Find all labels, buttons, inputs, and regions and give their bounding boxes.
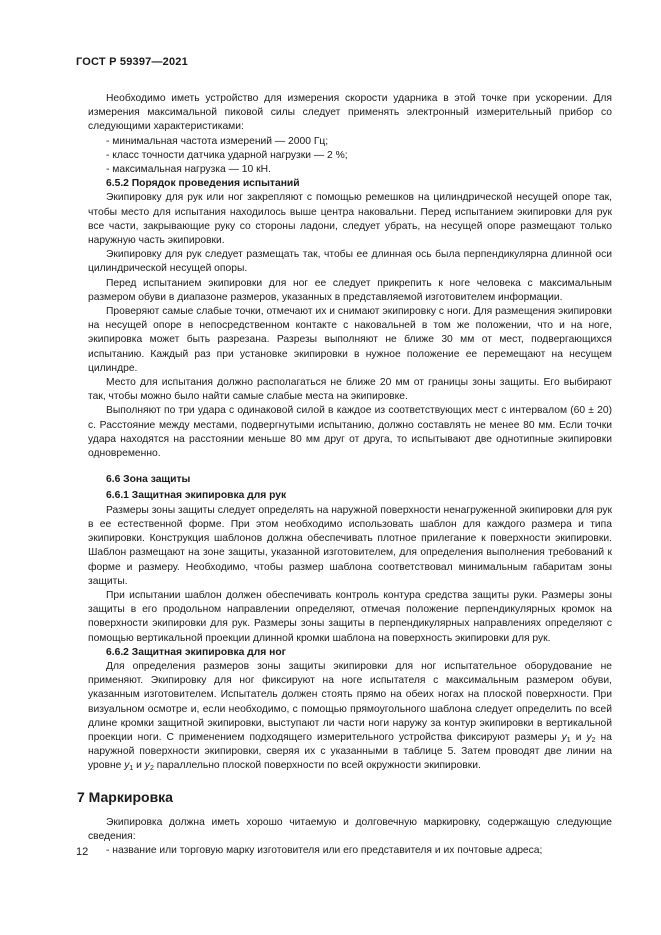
paragraph-with-formula bbox=[88, 660, 612, 774]
page-number: 12 bbox=[76, 846, 89, 858]
paragraph: Необходимо иметь устройство для измерения скорости ударника в этой точке при ускорении. Для измерения максимальной пиковой силы следует применять электронный измерительный прибор со следующими характеристиками: bbox=[88, 93, 612, 133]
paragraph: Место для испытания должно располагаться не ближе 20 мм от границы зоны защиты. Его выбирают так, чтобы можно было найти самые слабые места на экипировке. bbox=[88, 377, 612, 403]
standard-header: ГОСТ Р 59397—2021 bbox=[76, 56, 188, 68]
paragraph: Перед испытанием экипировки для ног ее следует прикрепить к ноге человека с максимальным размером обуви в диапазоне размеров, указанных в представляемой изготовителем информации. bbox=[88, 277, 612, 303]
section-heading-6-6: 6.6 Зона защиты bbox=[106, 474, 191, 486]
text-run: и bbox=[570, 731, 587, 743]
subscript: 2 bbox=[591, 736, 596, 744]
text-run: Для определения размеров зоны защиты экипировки для ног испытательное оборудование не применяют. Экипировку для ног фиксируют на ноге испытателя с максимальным размером обуви, указанным изготовителем. Испытатель должен стоять прямо на обеих ногах на плоской поверхности. При визуальном осмотре и, если необходимо, с помощью прямоугольного шаблона следует определить по всей длине кромки защитной экипировки, выступают ли части ноги наружу за контур экипировки в вертикальной проекции ноги. С применением подходящего измерительного устройства фиксируют размеры bbox=[88, 660, 612, 743]
paragraph: Выполняют по три удара с одинаковой силой в каждое из соответствующих мест с интервалом (60 ± 20) с. Расстояние между местами, подвергнутыми испытанию, должно составлять не менее 80 мм. Если точки удара находятся на расстоянии меньше 80 мм друг от друга, то испытывают две однотипные экипировки одновременно. bbox=[88, 405, 612, 460]
section-heading-6-6-2: 6.6.2 Защитная экипировка для ног bbox=[106, 646, 286, 658]
list-item: - максимальная нагрузка — 10 кН. bbox=[106, 164, 271, 176]
y-symbol: y bbox=[124, 760, 130, 772]
paragraph: Размеры зоны защиты следует определять на наружной поверхности ненагруженной экипировки для рук в ее естественной форме. При этом необходимо использовать шаблон для каждого размера и типа экипировки. Конструкция шаблонов должна обеспечивать плотное прилегание к поверхности экипировки. Шаблон размещают на зоне защиты, указанной изготовителем, для определения выполнения требований к форме и размеру. Необходимо, чтобы размер шаблона соответствовал минимальным габаритам зоны защиты. bbox=[88, 504, 612, 587]
list-item: - класс точности датчика ударной нагрузки — 2 %; bbox=[106, 149, 348, 161]
paragraph: Экипировку для рук или ног закрепляют с помощью ремешков на цилиндрической несущей опоре так, чтобы место для испытания находилось выше центра наковальни. Перед испытанием экипировки для рук все части, закрывающие руку со стороны ладони, следует убрать, на несущей опоре размещают только наружную часть экипировки. bbox=[88, 192, 612, 247]
y-symbol: y bbox=[144, 760, 150, 772]
y-symbol: y bbox=[561, 731, 567, 743]
text-run: и bbox=[133, 760, 145, 772]
text-run: на наружной поверхности экипировки, сверяя их с указанными в таблице 5. Затем проводят две линии на уровне bbox=[88, 731, 612, 772]
list-item: - минимальная частота измерений — 2000 Гц; bbox=[106, 135, 329, 147]
subscript: 1 bbox=[566, 736, 571, 744]
paragraph: Проверяют самые слабые точки, отмечают их и снимают экипировку с ноги. Для размещения экипировки на несущей опоре в непосредственном контакте с наковальней в том же положении, что и на ноге, экипировка может быть разрезана. Разрезы выполняют не ближе 30 мм от мест, подвергающихся испытанию. Каждый раз при установке экипировки в нужное положение ее перемещают на несущем цилиндре. bbox=[88, 306, 612, 374]
y-symbol: y bbox=[586, 731, 592, 743]
subscript: 2 bbox=[149, 765, 154, 773]
paragraph: Экипировку для рук следует размещать так, чтобы ее длинная ось была перпендикулярна длинной оси цилиндрической несущей опоры. bbox=[88, 249, 612, 275]
section-heading-6-6-1: 6.6.1 Защитная экипировка для рук bbox=[106, 490, 287, 502]
section-heading-6-5-2: 6.5.2 Порядок проведения испытаний bbox=[106, 178, 300, 190]
paragraph: Экипировка должна иметь хорошо читаемую и долговечную маркировку, содержащую следующие сведения: bbox=[88, 816, 612, 842]
text-run: параллельно плоской поверхности по всей окружности экипировки. bbox=[153, 760, 481, 772]
paragraph: При испытании шаблон должен обеспечивать контроль контура средства защиты руки. Размеры зоны защиты в его продольном направлении определяют, отмечая положение перпендикулярных кромок на поверхности экипировки для рук. Размеры зоны защиты в перпендикулярных направлениях определяют с помощью вертикальной проекции длинной кромки шаблона на поверхность экипировки для рук. bbox=[88, 589, 612, 644]
list-item: - название или торговую марку изготовителя или его представителя и их почтовые адреса; bbox=[106, 844, 543, 856]
subscript: 1 bbox=[129, 765, 134, 773]
section-heading-7: 7 Маркировка bbox=[77, 788, 173, 805]
